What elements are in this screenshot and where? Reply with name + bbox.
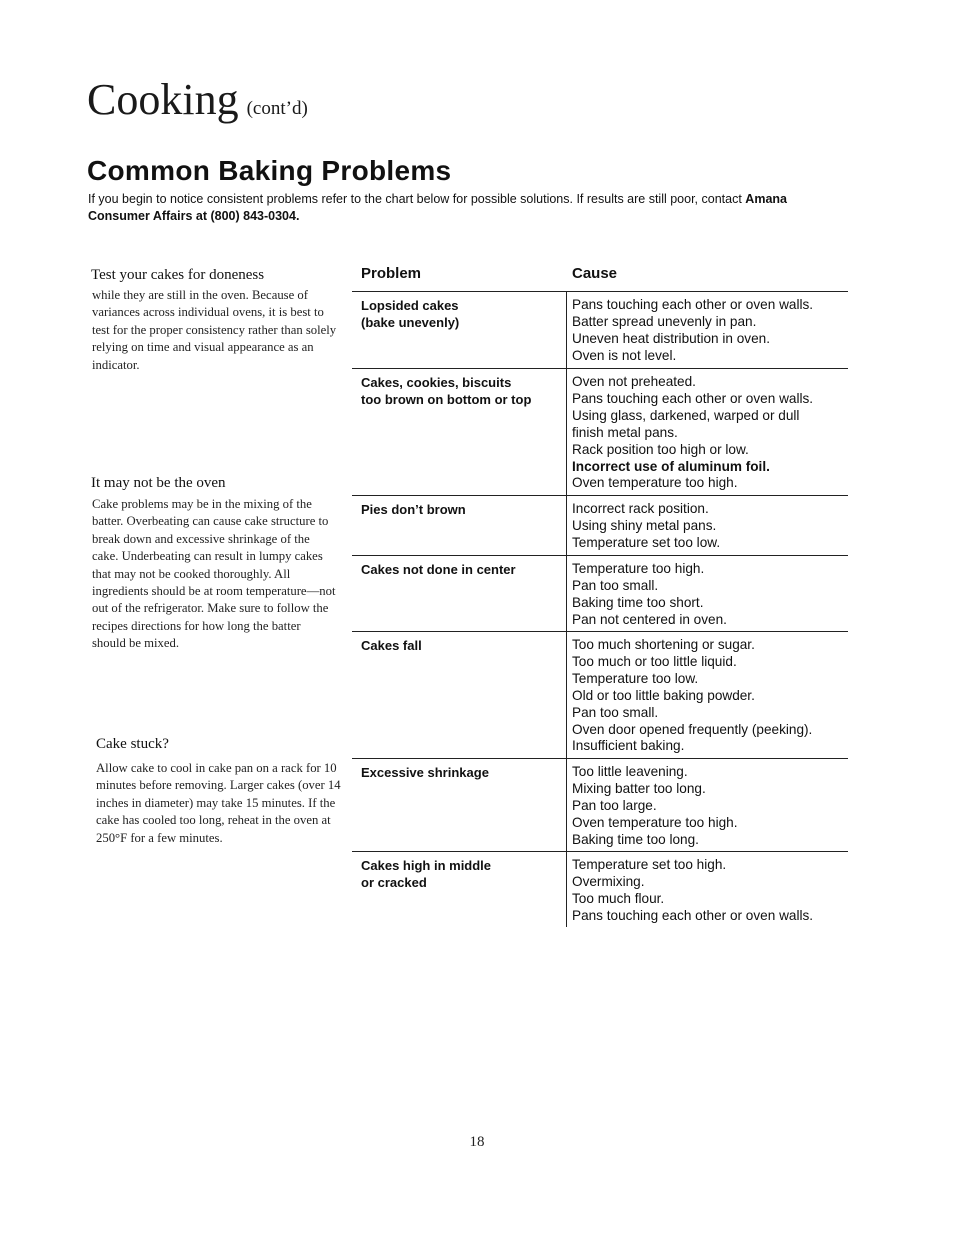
problem-lopsided-cakes: Lopsided cakes (bake unevenly) [361, 298, 460, 330]
cause-item: Incorrect rack position. [572, 501, 709, 516]
problem-column-header: Problem [361, 265, 422, 282]
cause-item: Pans touching each other or oven walls. [572, 297, 814, 312]
cause-item: Oven not preheated. [572, 374, 696, 389]
cause-item: Temperature set too low. [572, 534, 721, 550]
intro-text: If you begin to notice consistent problems refer to the chart below for possible solutions. If results are still poor, contact [88, 192, 746, 206]
section-title: Common Baking Problems [87, 155, 452, 186]
row-divider [352, 368, 848, 369]
cause-item: Using glass, darkened, warped or dull finish metal pans. [572, 407, 800, 440]
tip-heading-doneness: Test your cakes for doneness [91, 267, 265, 283]
cause-item: Rack position too high or low. [572, 441, 749, 457]
cause-list-excessive-shrinkage [572, 764, 848, 849]
tip-heading-cake-stuck: Cake stuck? [96, 736, 169, 752]
cause-column-header: Cause [572, 265, 618, 282]
cause-item: Pan not centered in oven. [572, 611, 727, 627]
cause-list-high-in-middle [572, 857, 848, 925]
cause-item: Too much flour. [572, 890, 665, 906]
table-divider [352, 291, 848, 292]
cause-item: Batter spread unevenly in pan. [572, 313, 757, 329]
cause-item: Baking time too short. [572, 594, 704, 610]
contact-info: Amana Consumer Affairs at (800) 843-0304. [88, 192, 787, 223]
row-divider [352, 851, 848, 852]
cause-item: Baking time too long. [572, 831, 699, 847]
page-title-suffix: (cont’d) [246, 98, 308, 119]
cause-item: Uneven heat distribution in oven. [572, 330, 770, 346]
intro-paragraph [88, 191, 818, 225]
cause-item: Temperature too low. [572, 670, 699, 686]
problem-cakes-fall: Cakes fall [361, 638, 422, 653]
problem-pies-dont-brown: Pies don’t brown [361, 502, 466, 517]
page-title [87, 72, 308, 137]
cause-item: Too much shortening or sugar. [572, 637, 755, 652]
cause-item: Insufficient baking. [572, 738, 685, 754]
tip-text-doneness: while they are still in the oven. Because of variances across individual ovens, it is best to test for the proper consistency rather than solely relying on time and visual appearance as an indicator. [92, 288, 337, 372]
cause-item-emphasis: Incorrect use of aluminum foil. [572, 458, 770, 474]
cause-item: Too much or too little liquid. [572, 653, 737, 669]
cause-item: Using shiny metal pans. [572, 517, 717, 533]
column-divider [566, 291, 567, 927]
problem-high-in-middle: Cakes high in middle or cracked [361, 858, 492, 890]
cause-list-not-done-center [572, 561, 848, 629]
problem-excessive-shrinkage: Excessive shrinkage [361, 765, 489, 780]
tip-text-cake-stuck: Allow cake to cool in cake pan on a rack for 10 minutes before removing. Larger cakes (over 14 inches in diameter) may take 15 minutes. If the cake has cooled too long, reheat in the oven at 250°F for a few minutes. [96, 761, 341, 845]
cause-list-lopsided-cakes [572, 297, 848, 365]
cause-list-pies-dont-brown [572, 501, 848, 552]
page-title-text: Cooking [87, 75, 239, 124]
cause-item: Old or too little baking powder. [572, 687, 755, 703]
cause-item: Pan too small. [572, 704, 659, 720]
cause-item: Pans touching each other or oven walls. [572, 390, 814, 406]
cause-item: Temperature too high. [572, 561, 705, 576]
tip-heading-oven: It may not be the oven [91, 475, 226, 491]
cause-item: Pan too small. [572, 577, 659, 593]
cause-item: Too little leavening. [572, 764, 688, 779]
cause-item: Oven is not level. [572, 347, 677, 363]
cause-item: Pan too large. [572, 797, 657, 813]
cause-item: Oven temperature too high. [572, 814, 738, 830]
problem-not-done-center: Cakes not done in center [361, 562, 516, 577]
problem-too-brown: Cakes, cookies, biscuits too brown on bottom or top [361, 375, 532, 407]
cause-item: Oven door opened frequently (peeking). [572, 721, 813, 737]
cause-list-cakes-fall [572, 637, 848, 755]
cause-item: Temperature set too high. [572, 857, 727, 872]
page-number: 18 [469, 1134, 485, 1150]
row-divider [352, 758, 848, 759]
cause-item: Pans touching each other or oven walls. [572, 907, 814, 923]
tip-text-oven: Cake problems may be in the mixing of the batter. Overbeating can cause cake structure to break down and excessive shrinkage of the cake. Underbeating can result in lumpy cakes that may not be cooked thoroughly. All ingredients should be at room temperature—not out of the refrigerator. Make sure to follow the recipes directions for how long the batter should be mixed. [92, 497, 336, 651]
cause-item: Oven temperature too high. [572, 475, 738, 491]
row-divider [352, 555, 848, 556]
cause-item: Mixing batter too long. [572, 780, 706, 796]
row-divider [352, 495, 848, 496]
cause-item: Overmixing. [572, 873, 645, 889]
cause-list-too-brown [572, 374, 848, 492]
row-divider [352, 631, 848, 632]
